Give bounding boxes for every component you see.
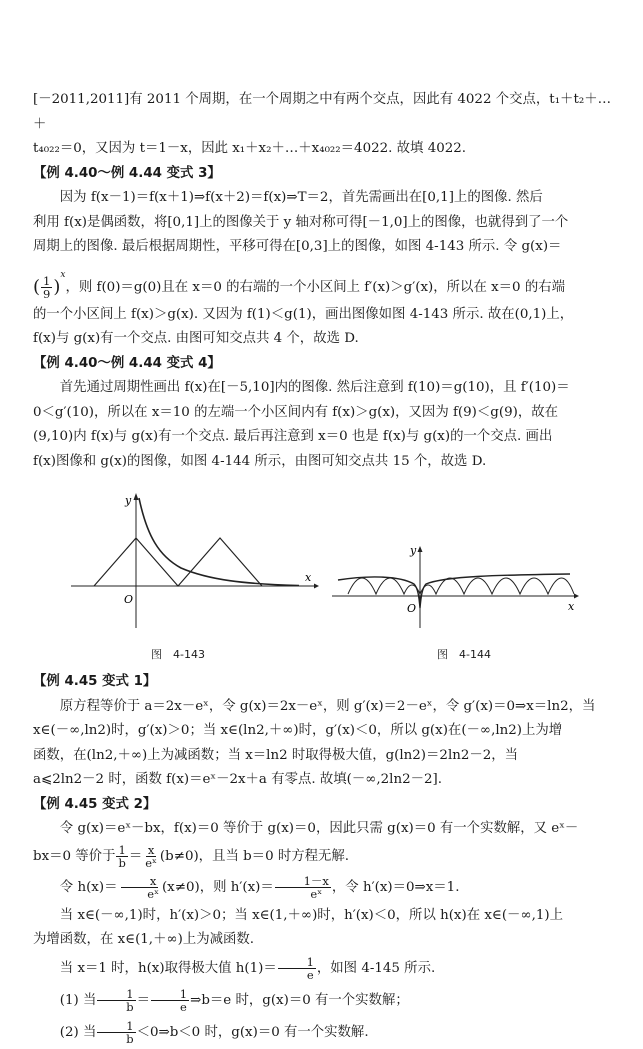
fraction: $\frac{x}{\text{eˣ}}$ [145,842,157,870]
y-axis-arrow [134,493,139,500]
example-45-2-line-3: 令 h(x)＝ $\frac{x}{\text{eˣ}}$ (x≠0)，则 h′(x)＝ $\frac{1-x}{\text{eˣ}}$ ，令 h′(x)＝0⇒x＝1. [59,873,460,901]
example-45-2-heading: 【例 4.45 变式 2】 [33,796,157,812]
example-4-line-4: f(x)图像和 g(x)的图像，如图 4-144 所示，由图可知交点共 15 个，故选 D. [33,453,487,469]
example-3-line-1: 因为 f(x－1)＝f(x＋1)⇒f(x＋2)＝f(x)⇒T＝2，首先需画出在[0,1]上的图像. 然后 [59,190,543,205]
fraction: $\frac{1}{b}$ [118,842,126,870]
example-3-line-5: 的一个小区间上 f(x)＞g(x). 又因为 f(1)＜g(1)，画出图像如图 4-143 所示. 故在(0,1)上， [33,306,574,322]
y-label: y [125,494,132,507]
fraction-one-ninth: $\frac{1}{9}$ [43,273,51,301]
example-45-2-line-5: 为增函数，在 x∈(1,＋∞)上为减函数. [33,932,255,947]
figure-4-143 [69,488,319,638]
example-45-1-line-3: 函数，在(ln2,＋∞)上为减函数；当 x＝ln2 时取得极大值，g(ln2)＝2ln2－2，当 [33,747,519,763]
figure-4-144-caption: 图 4-144 [437,648,491,661]
y-label: y [410,544,417,557]
example-4-line-2: 0＜g′(10)，所以在 x＝10 的左端一个小区间内有 f(x)＞g(x)，又因为 f(9)＜g(9)，故在 [33,404,558,420]
para-continuation-line-1: [－2011,2011]有 2011 个周期，在一个周期之中有两个交点，因此有 4022 个交点，t₁＋t₂＋…＋ [33,92,611,132]
x-axis-arrow [574,594,579,599]
example-45-2-line-1: 令 g(x)＝eˣ－bx，f(x)＝0 等价于 g(x)＝0，因此只需 g(x)＝0 有一个实数解，又 eˣ－ [59,821,579,836]
x-label: x [305,571,312,584]
figure-4-144 [330,542,582,636]
example-3-line-3: 周期上的图像. 最后根据周期性，平移可得在[0,3]上的图像，如图 4-143 所示. 令 g(x)＝ [33,239,562,254]
y-axis-arrow [418,546,423,552]
example-4-line-3: (9,10)内 f(x)与 g(x)有一个交点. 最后再注意到 x＝0 也是 f(x)与 g(x)的一个交点. 画出 [33,429,553,444]
page-content [33,88,611,1049]
example-4-heading: 【例 4.40～例 4.44 变式 4】 [33,355,221,371]
x-label: x [568,600,575,613]
example-45-2-line-6: 当 x＝1 时，h(x)取得极大值 h(1)＝ $\frac{1}{e}$ ，如图 4-145 所示. [59,954,436,982]
figure-4-143-caption: 图 4-143 [151,648,205,661]
fraction: $\frac{1}{b}$ [97,1020,135,1045]
example-45-2-line-7: (1) 当 $\frac{1}{b}$ ＝ $\frac{1}{e}$ ⇒b＝e 时，g(x)＝0 有一个实数解； [59,986,409,1014]
example-4-line-1: 首先通过周期性画出 f(x)在[－5,10]内的图像. 然后注意到 f(10)＝g(10)，且 f′(10)＝ [59,380,570,395]
figures-row [33,474,611,670]
example-3-line-2: 利用 f(x)是偶函数，将[0,1]上的图像关于 y 轴对称可得[－1,0]上的图像，也就得到了一个 [33,214,569,230]
x-axis-arrow [314,584,319,589]
f-graph-triangles [94,538,262,586]
example-3-line-4: ( $\frac{1}{9}$ )$^x$，则 f(0)＝g(0)且在 x＝0 的右端的一个小区间上 f′(x)＞g′(x)，所以在 x＝0 的右端 [33,269,565,301]
example-45-2-line-8: (2) 当 $\frac{1}{b}$ ＜0⇒b＜0 时，g(x)＝0 有一个实数解. [59,1018,369,1046]
example-45-1-heading: 【例 4.45 变式 1】 [33,674,157,689]
fraction: $\frac{1}{e}$ [278,956,316,981]
exponent: x [60,269,66,280]
fraction: $\frac{1-x}{\text{eˣ}}$ [275,875,331,900]
example-45-1-line-4: a⩽2ln2－2 时，函数 f(x)＝eˣ－2x＋a 有零点. 故填(－∞,2ln2－2]. [33,772,443,787]
fraction: $\frac{1}{e}$ [151,988,189,1013]
f-graph-arches [348,578,574,594]
fraction: $\frac{x}{\text{eˣ}}$ [118,875,160,900]
fraction: $\frac{1}{b}$ [97,988,135,1013]
example-3-heading: 【例 4.40～例 4.44 变式 3】 [33,165,221,181]
g-graph-exponential [139,498,299,586]
origin-label: O [407,602,417,615]
example-3-line-6: f(x)与 g(x)有一个交点. 由图可知交点共 4 个，故选 D. [33,331,359,346]
origin-label: O [124,593,134,606]
example-45-1-line-2: x∈(－∞,ln2)时，g′(x)＞0；当 x∈(ln2,＋∞)时，g′(x)＜0，所以 g(x)在(－∞,ln2)上为增 [33,723,563,738]
example-45-1-line-1: 原方程等价于 a＝2x－eˣ，令 g(x)＝2x－eˣ，则 g′(x)＝2－eˣ，令 g′(x)＝0⇒x＝ln2，当 [59,698,596,714]
example-45-2-line-4: 当 x∈(－∞,1)时，h′(x)＞0；当 x∈(1,＋∞)时，h′(x)＜0，所以 h(x)在 x∈(－∞,1)上 [59,907,563,923]
para-continuation-line-2: t₄₀₂₂＝0，又因为 t＝1－x，因此 x₁＋x₂＋…＋x₄₀₂₂＝4022. 故填 4022. [33,141,467,156]
example-45-2-line-2: bx＝0 等价于 $\frac{1}{b}$ ＝ $\frac{x}{\text{eˣ}}$ (b≠0)，且当 b＝0 时方程无解. [33,842,350,870]
